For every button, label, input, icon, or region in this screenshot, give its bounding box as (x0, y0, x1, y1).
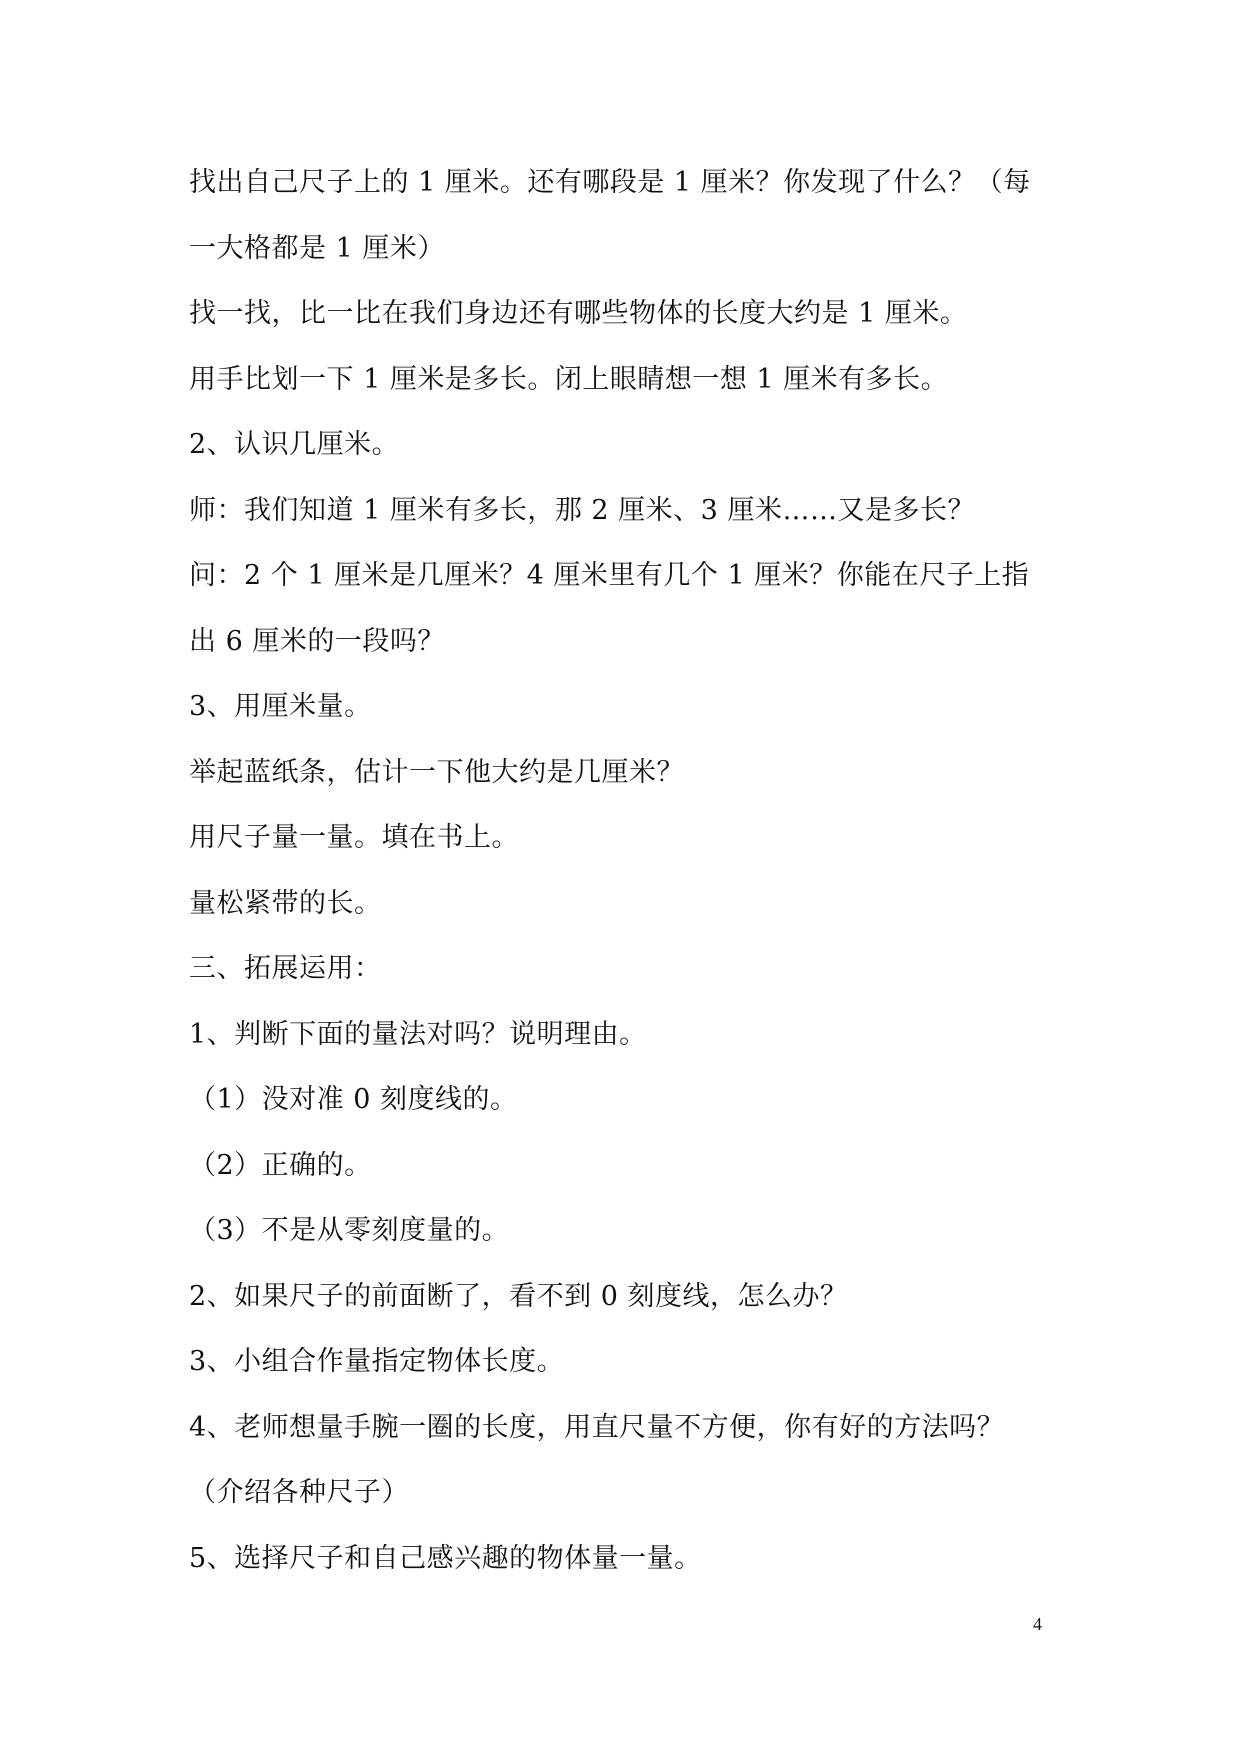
text-line: 找出自己尺子上的 1 厘米。还有哪段是 1 厘米？你发现了什么？（每 (189, 167, 1031, 198)
text-line: 5、选择尺子和自己感兴趣的物体量一量。 (189, 1542, 702, 1574)
section-heading: 2、认识几厘米。 (189, 429, 400, 460)
text-line: （2）正确的。 (189, 1149, 372, 1181)
section-heading: 三、拓展运用： (189, 953, 382, 984)
text-line: （3）不是从零刻度量的。 (189, 1215, 510, 1246)
document-body (189, 160, 1064, 1601)
text-line: 找一找，比一比在我们身边还有哪些物体的长度大约是 1 厘米。 (189, 298, 968, 329)
text-line: 出 6 厘米的一段吗？ (189, 625, 445, 657)
text-line: 3、小组合作量指定物体长度。 (189, 1346, 565, 1377)
text-line: 一大格都是 1 厘米） (189, 232, 445, 264)
text-line: 量松紧带的长。 (189, 887, 382, 919)
section-heading: 3、用厘米量。 (189, 691, 372, 722)
text-line: 举起蓝纸条，估计一下他大约是几厘米？ (189, 756, 684, 788)
page-number: 4 (1033, 1614, 1042, 1634)
text-line: 师：我们知道 1 厘米有多长，那 2 厘米、3 厘米……又是多长？ (189, 494, 975, 526)
text-line: 用尺子量一量。填在书上。 (189, 822, 519, 853)
text-line: 问：2 个 1 厘米是几厘米？4 厘米里有几个 1 厘米？你能在尺子上指 (189, 560, 1030, 591)
text-line: （1）没对准 0 刻度线的。 (189, 1084, 518, 1115)
text-line: 1、判断下面的量法对吗？说明理由。 (189, 1018, 647, 1050)
text-line: 2、如果尺子的前面断了，看不到 0 刻度线，怎么办？ (189, 1280, 848, 1312)
text-line: 用手比划一下 1 厘米是多长。闭上眼睛想一想 1 厘米有多长。 (189, 363, 949, 395)
text-line: （介绍各种尺子） (189, 1477, 409, 1508)
text-line: 4、老师想量手腕一圈的长度，用直尺量不方便，你有好的方法吗？ (189, 1411, 1005, 1443)
